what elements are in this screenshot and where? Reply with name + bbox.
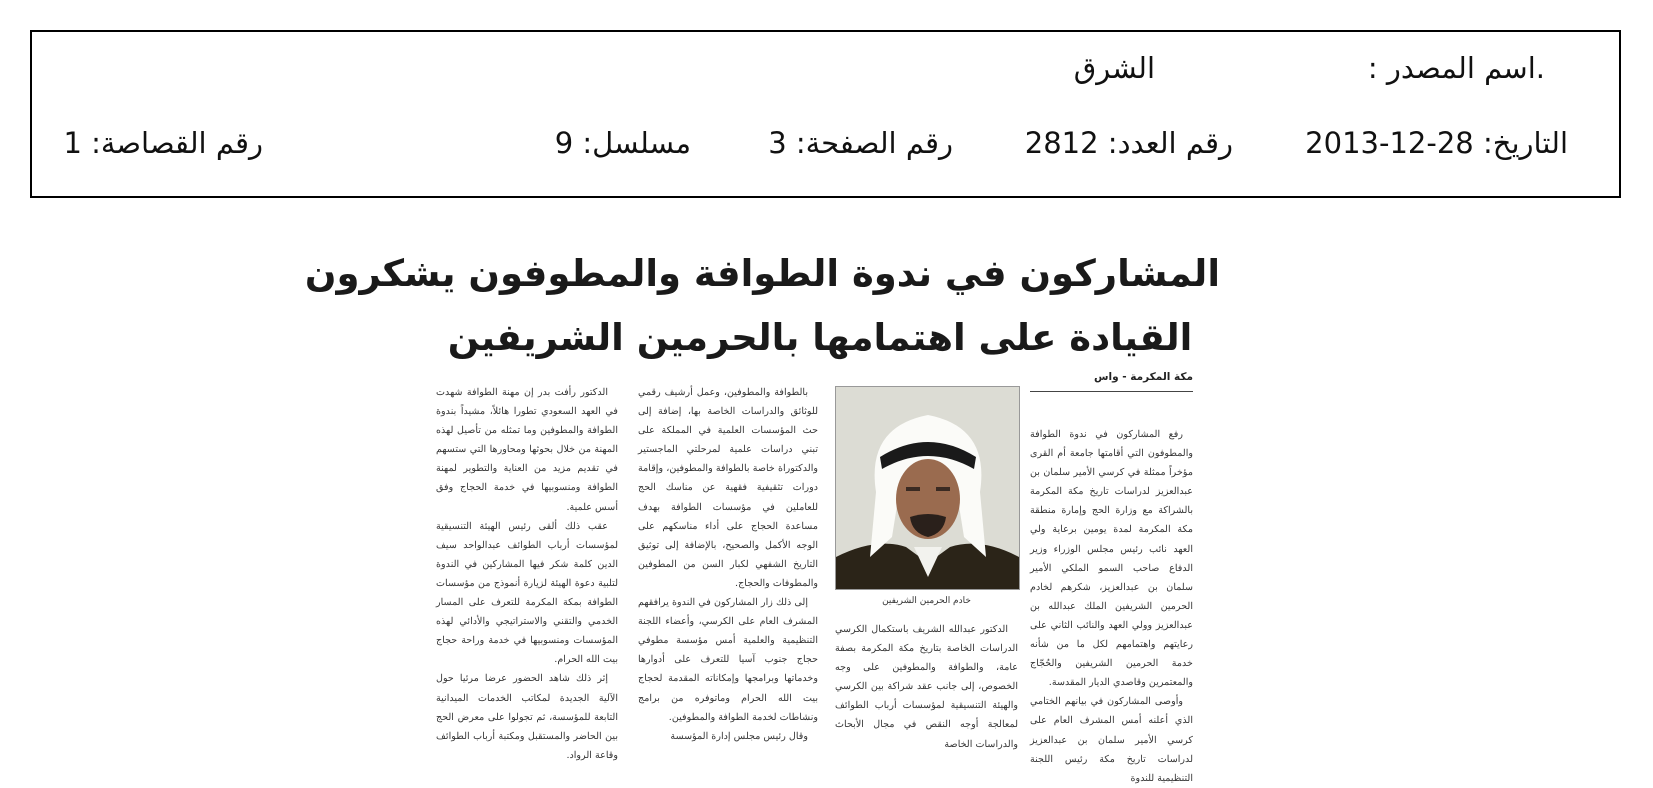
column-3-paragraph: وقال رئيس مجلس إدارة المؤسسة xyxy=(670,730,808,742)
column-4-paragraph: الدكتور رأفت بدر إن مهنة الطوافة شهدت في العهد السعودي تطورا هائلاً، مشيداً بندوة الطوافة والمطوفين وما تمثله من تأصيل لهذه المهنة من خلال بحوثها ومحاورها التي ستسهم في تقديم مزيد من العناية والتطوير لمهنة الطوافة ومنسوبيها في خدمة الحجاج وفق أسس علمية. xyxy=(436,387,618,513)
column-2-paragraph: الدكتور عبدالله الشريف باستكمال الكرسي الدراسات الخاصة بتاريخ مكة المكرمة بصفة عامة، والطوافة والمطوفين على وجه الخصوص، إلى جانب عقد شراكة بين الكرسي والهيئة التنسيقية لمؤسسات أرباب الطوائف لمعالجة أوجه النقص في مجال الأبحاث والدراسات الخاصة xyxy=(835,624,1018,750)
byline: مكة المكرمة - واس xyxy=(1030,371,1193,392)
article-column-3 xyxy=(638,383,818,746)
clip-number-field: رقم القصاصة: 1 xyxy=(63,126,263,160)
column-1-paragraph: وأوصى المشاركون في بيانهم الختامي الذي أعلنه أمس المشرف العام على كرسي الأمير سلمان بن عبدالعزيز لدراسات تاريخ مكة رئيس اللجنة التنظيمية للندوة xyxy=(1030,696,1193,784)
column-4-paragraph: إثر ذلك شاهد الحضور عرضا مرئيا حول الآلية الجديدة لمكاتب الخدمات الميدانية التابعة للمؤسسة، ثم تجولوا على معرض الحج بين الحاضر والمستقبل ومكتبة أرباب الطوائف وقاعة الرواد. xyxy=(436,673,618,761)
page-number-field: رقم الصفحة: 3 xyxy=(768,126,953,160)
column-3-paragraph: بالطوافة والمطوفين، وعمل أرشيف رقمي للوثائق والدراسات الخاصة بها، إضافة إلى حث المؤسسات العلمية في المملكة على تبني دراسات علمية لمرحلتي الماجستير والدكتوراة خاصة بالطوافة والمطوفين، وإقامة دورات تثقيفية فقهية عن مناسك الحج للعاملين في مؤسسات الطوافة بهدف مساعدة الحجاج على أداء مناسكهم على الوجه الأكمل والصحيح، بالإضافة إلى توثيق التاريخ الشفهي لكبار السن من المطوفين والمطوفات والحجاج. xyxy=(638,387,818,589)
article-column-1 xyxy=(1030,425,1193,788)
date-field: التاريخ: 28-12-2013 xyxy=(1305,126,1568,160)
portrait-image xyxy=(836,387,1019,589)
column-4-paragraph: عقب ذلك ألقى رئيس الهيئة التنسيقية لمؤسسات أرباب الطوائف عبدالواحد سيف الدين كلمة شكر فيها المشاركين في الندوة لتلبية دعوة الهيئة لزيارة أنموذج من مؤسسات الطوافة بمكة المكرمة للتعرف على المسار الخدمي والتقني والاستراتيجي والأدائي لهذه المؤسسات ومنسوبيها في خدمة وراحة حجاج بيت الله الحرام. xyxy=(436,520,618,666)
issue-number-field: رقم العدد: 2812 xyxy=(1024,126,1233,160)
column-1-paragraph: رفع المشاركون في ندوة الطوافة والمطوفون التي أقامتها جامعة أم القرى مؤخراً ممثلة في كرسي الأمير سلمان بن عبدالعزيز لدراسات تاريخ مكة المكرمة بالشراكة مع وزارة الحج وإمارة منطقة مكة المكرمة لمدة يومين برعاية ولي العهد نائب رئيس مجلس الوزراء وزير الدفاع صاحب السمو الملكي الأمير سلمان بن عبدالعزيز، شكرهم لخادم الحرمين الشريفين الملك عبدالله بن عبدالعزيز وولي العهد والنائب الثاني على رعايتهم واهتمامهم لكل ما من شأنه خدمة الحرمين الشريفين والحُجّاج والمعتمرين وقاصدي الديار المقدسة. xyxy=(1030,429,1193,689)
portrait-photo xyxy=(835,386,1020,590)
photo-caption: خادم الحرمين الشريفين xyxy=(882,596,971,606)
article-column-4 xyxy=(436,383,618,765)
column-3-paragraph: إلى ذلك زار المشاركون في الندوة يرافقهم المشرف العام على الكرسي، وأعضاء اللجنة التنظيمية والعلمية أمس مؤسسة مطوفي حجاج جنوب آسيا للتعرف على أدوارها وخدماتها وبرامجها وإمكاناته المقدمة لحجاج بيت الله الحرام وماتوفره من برامج ونشاطات لخدمة الطوافة والمطوفين. xyxy=(638,597,818,723)
source-label: .اسم المصدر : xyxy=(1367,51,1545,85)
headline-line-1: المشاركون في ندوة الطوافة والمطوفون يشكرون xyxy=(304,252,1220,295)
serial-field: مسلسل: 9 xyxy=(554,126,691,160)
article-column-2 xyxy=(835,620,1018,754)
source-value: الشرق xyxy=(1073,51,1155,85)
headline-line-2: القيادة على اهتمامها بالحرمين الشريفين xyxy=(447,316,1193,359)
